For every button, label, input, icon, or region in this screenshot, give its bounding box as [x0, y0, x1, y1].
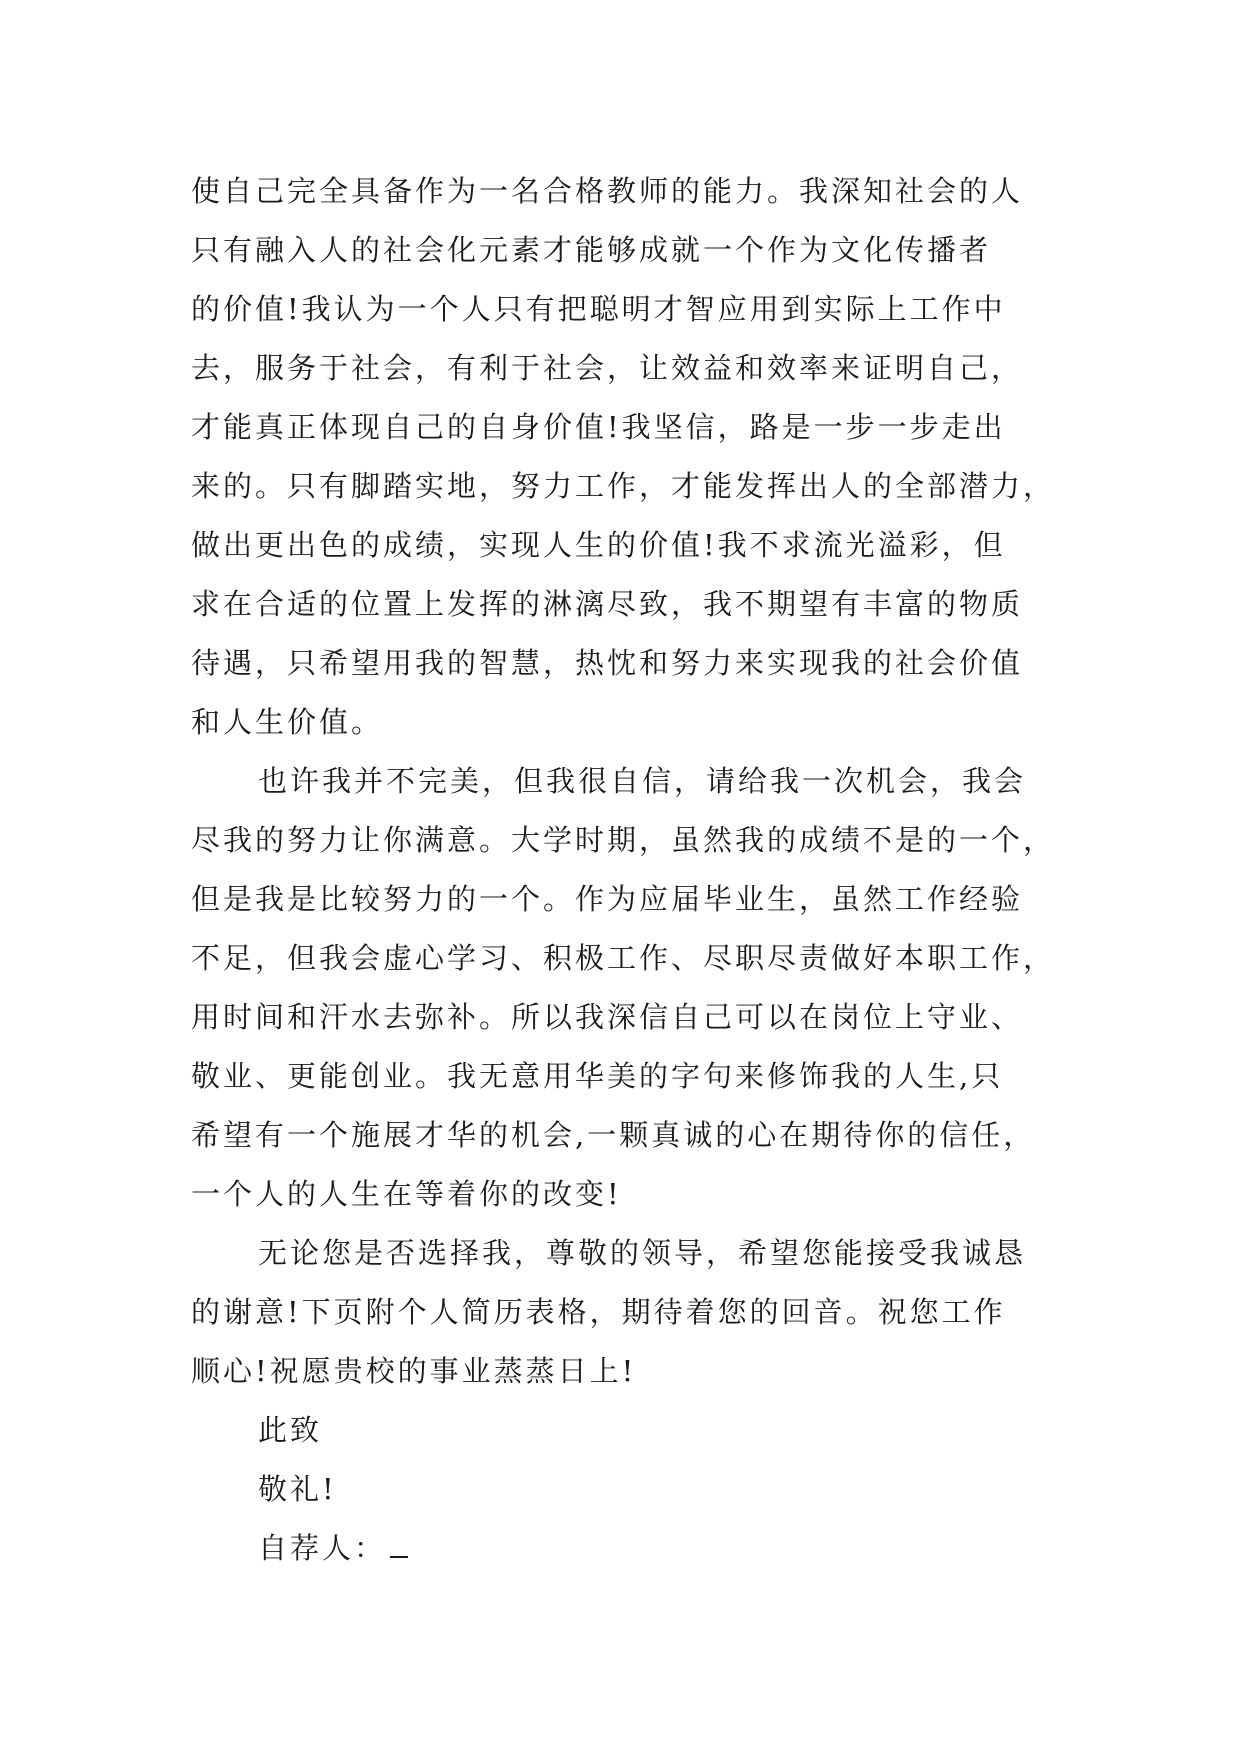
paragraph-1-line-7: 做出更出色的成绩，实现人生的价值!我不求流光溢彩，但 — [191, 528, 1006, 562]
paragraph-1-line-2: 只有融入人的社会化元素才能够成就一个作为文化传播者 — [191, 233, 992, 267]
paragraph-2-line-5: 用时间和汗水去弥补。所以我深信自己可以在岗位上守业、 — [191, 1000, 1024, 1034]
paragraph-1-line-10: 和人生价值。 — [191, 705, 384, 739]
closing-salutation: 此致 — [258, 1413, 323, 1447]
paragraph-1-line-6: 来的。只有脚踏实地，努力工作，才能发挥出人的全部潜力， — [191, 469, 1056, 503]
signature-blank — [390, 1532, 408, 1558]
paragraph-2-line-1: 也许我并不完美，但我很自信，请给我一次机会，我会 — [258, 764, 1027, 798]
paragraph-2-line-8: 一个人的人生在等着你的改变! — [191, 1177, 622, 1211]
paragraph-3-line-2: 的谢意!下页附个人简历表格，期待着您的回音。祝您工作 — [191, 1295, 1006, 1329]
paragraph-3-line-3: 顺心!祝愿贵校的事业蒸蒸日上! — [191, 1354, 637, 1388]
signer-label: 自荐人： — [258, 1531, 387, 1565]
closing-regards: 敬礼! — [258, 1472, 337, 1506]
paragraph-2-line-2: 尽我的努力让你满意。大学时期，虽然我的成绩不是的一个， — [191, 823, 1056, 857]
signer-line — [191, 1519, 1071, 1578]
paragraph-1-line-8: 求在合适的位置上发挥的淋漓尽致，我不期望有丰富的物质 — [191, 587, 1024, 621]
paragraph-1-line-5: 才能真正体现自己的自身价值!我坚信，路是一步一步走出 — [191, 410, 1006, 444]
paragraph-1-line-3: 的价值!我认为一个人只有把聪明才智应用到实际上工作中 — [191, 292, 1006, 326]
paragraph-1-line-4: 去，服务于社会，有利于社会，让效益和效率来证明自己， — [191, 351, 1024, 385]
paragraph-2-line-6: 敬业、更能创业。我无意用华美的字句来修饰我的人生,只 — [191, 1059, 1004, 1093]
paragraph-2-line-3: 但是我是比较努力的一个。作为应届毕业生，虽然工作经验 — [191, 882, 1024, 916]
paragraph-1-line-1: 使自己完全具备作为一名合格教师的能力。我深知社会的人 — [191, 174, 1024, 208]
paragraph-2-line-4: 不足，但我会虚心学习、积极工作、尽职尽责做好本职工作， — [191, 941, 1056, 975]
paragraph-1-line-9: 待遇，只希望用我的智慧，热忱和努力来实现我的社会价值 — [191, 646, 1024, 680]
paragraph-2-line-7: 希望有一个施展才华的机会,一颗真诚的心在期待你的信任， — [191, 1118, 1036, 1152]
paragraph-3-line-1: 无论您是否选择我，尊敬的领导，希望您能接受我诚恳 — [258, 1236, 1027, 1270]
letter-body — [191, 162, 1071, 1578]
